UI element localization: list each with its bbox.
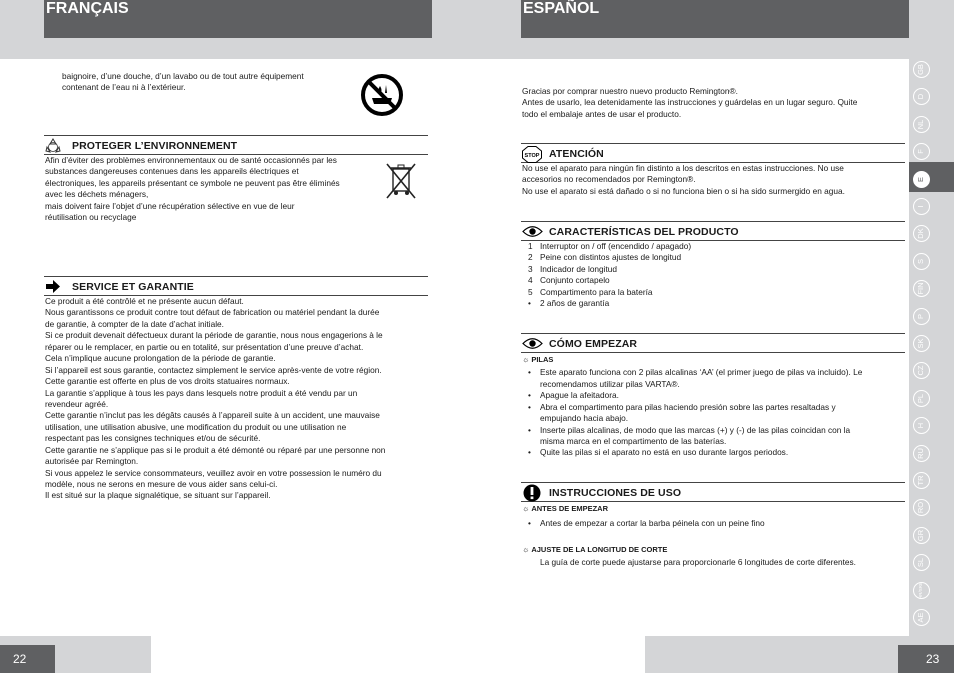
es-start-section-header	[521, 333, 905, 353]
es-start-list	[522, 367, 908, 459]
es-usage-title: INSTRUCCIONES DE USO	[549, 487, 682, 499]
list-item-text: Este aparato funciona con 2 pilas alcalinas ‘AA’ (el primer juego de pilas va incluido). Le	[540, 367, 863, 378]
fr-warranty-line: utilisation, une utilisation abusive, une modification du produit ou une utilisation ne	[45, 421, 347, 432]
language-tab-ru[interactable]: RU	[913, 445, 930, 462]
list-marker: •	[528, 298, 531, 309]
fr-intro-line: baignoire, d’une douche, d’un lavabo ou de tout autre équipement	[62, 71, 304, 81]
language-tab-sk[interactable]: SK	[913, 335, 930, 352]
language-tab-i[interactable]: I	[913, 198, 930, 215]
bullet: •	[528, 367, 531, 378]
fr-env-body	[45, 155, 379, 224]
fr-warranty-line: de garantie, à compter de la date d’achat initiale.	[45, 318, 224, 329]
recycle-icon	[45, 138, 61, 153]
page-header-french: FRANÇAIS	[44, 0, 432, 38]
list-item-text: 2 años de garantía	[540, 298, 610, 309]
fr-env-line: Afin d’éviter des problèmes environnementaux ou de santé occasionnés par les	[45, 155, 337, 165]
list-item-text: Apague la afeitadora.	[540, 390, 619, 401]
list-item	[522, 367, 908, 390]
eye-icon	[522, 336, 543, 351]
list-item-text: recomendamos utilizar pilas VARTA®.	[540, 378, 680, 389]
sun-icon: ☼	[522, 544, 530, 554]
list-item	[522, 252, 908, 263]
es-usage-body	[522, 500, 908, 569]
fr-warranty-line: Nous garantissons ce produit contre tout défaut de fabrication ou matériel pendant la durée	[45, 307, 380, 318]
language-tab-f[interactable]: F	[913, 143, 930, 160]
fr-warranty-line: réparer ou le remplacer, en partie ou en totalité, sur présentation d’une preuve d’achat.	[45, 341, 364, 352]
arrow-right-icon	[45, 279, 61, 294]
es-length-subheading	[522, 544, 908, 555]
list-item-text: Abra el compartimento para pilas haciendo presión sobre las partes resaltadas y	[540, 401, 836, 412]
no-water-icon	[360, 73, 404, 117]
fr-warranty-line: Si ce produit devenait défectueux durant la période de garantie, nous nous engagerions à le	[45, 330, 383, 341]
fr-env-line: réutilisation ou recyclage	[45, 212, 137, 223]
language-tab-cz[interactable]: CZ	[913, 362, 930, 379]
es-intro	[522, 86, 908, 120]
es-attention-title: ATENCIÓN	[549, 148, 604, 160]
list-item-text: Interruptor on / off (encendido / apagado)	[540, 241, 692, 251]
fr-warranty-line: respectant pas les consignes techniques et/ou de sécurité.	[45, 433, 261, 444]
bullet: •	[528, 401, 531, 412]
es-batteries-subheading	[522, 354, 908, 365]
language-tab-fin[interactable]: FIN	[913, 280, 930, 297]
list-marker: 2	[528, 252, 533, 263]
fr-warranty-line: Cette garantie est offerte en plus de vos droits statuaires normaux.	[45, 376, 290, 387]
fr-warranty-section-header	[44, 276, 428, 296]
es-usage-section-header	[521, 482, 905, 502]
es-usage-list	[522, 518, 908, 529]
es-features-list	[522, 241, 908, 310]
sun-icon: ☼	[522, 504, 530, 513]
es-intro-line: Antes de usarlo, lea detenidamente las instrucciones y guárdelas en un lugar seguro. Quite	[522, 97, 858, 108]
list-item	[522, 390, 908, 401]
list-item-text: empujando hacia abajo.	[540, 413, 629, 424]
es-features-section-header	[521, 221, 905, 241]
es-intro-line: Gracias por comprar nuestro nuevo producto Remington®.	[522, 86, 738, 96]
stop-icon	[522, 146, 542, 163]
fr-env-line: mais doivent faire l’objet d’une récupération sélective en vue de leur	[45, 200, 295, 211]
fr-warranty-body	[45, 296, 429, 502]
list-marker: 3	[528, 263, 533, 274]
bullet: •	[528, 424, 531, 435]
es-length-text: La guía de corte puede ajustarse para proporcionarle 6 longitudes de corte diferentes.	[540, 557, 856, 568]
es-attention-line: No use el aparato para ningún fin distinto a los descritos en estas instrucciones. No use	[522, 163, 844, 173]
fr-env-line: substances dangereuses contenues dans les appareils électriques et	[45, 166, 299, 177]
fr-warranty-line: Cette garantie ne s’applique pas si le produit a été démonté ou réparé par une personne non	[45, 444, 386, 455]
fr-intro	[62, 71, 362, 94]
es-attention-line: No use el aparato si está dañado o si no funciona bien o si ha sido surmergido en agua.	[522, 185, 845, 196]
fr-warranty-line: modèle, nous ne serons en mesure de vous aider sans celui-ci.	[45, 479, 278, 489]
es-attention-section-header	[521, 143, 905, 163]
page-header-spanish: ESPAÑOL	[521, 0, 909, 38]
fr-env-section-header	[44, 135, 428, 155]
es-intro-line: todo el embalaje antes de usar el producto.	[522, 108, 682, 119]
es-start-title: CÓMO EMPEZAR	[549, 338, 638, 350]
fr-warranty-line: Cette garantie n’inclut pas les dégâts causés à l’appareil suite à un accident, une mauvaise	[45, 410, 380, 421]
fr-warranty-line: Ce produit a été contrôlé et ne présente aucun défaut.	[45, 296, 244, 306]
fr-env-title: PROTEGER L’ENVIRONNEMENT	[72, 140, 238, 152]
page-number-right: 23	[898, 645, 954, 673]
eye-icon	[522, 224, 543, 239]
es-before-start-label: ANTES DE EMPEZAR	[531, 504, 609, 513]
language-tab-sl[interactable]: SL	[913, 554, 930, 571]
list-item-text: Indicador de longitud	[540, 263, 618, 274]
es-before-start-subheading	[522, 503, 908, 514]
fr-warranty-line: revendeur agréé.	[45, 398, 109, 409]
language-tab-d[interactable]: D	[913, 88, 930, 105]
es-start-body	[522, 351, 908, 459]
language-tab-p[interactable]: P	[913, 308, 930, 325]
language-tab-gr[interactable]: GR	[913, 527, 930, 544]
language-tab-nl[interactable]: NL	[913, 116, 930, 133]
list-item-text: Quite las pilas si el aparato no está en uso durante largos periodos.	[540, 447, 789, 458]
es-features-title: CARACTERÍSTICAS DEL PRODUCTO	[549, 226, 739, 238]
list-item	[522, 264, 908, 275]
list-item	[522, 402, 908, 425]
list-marker: 5	[528, 286, 533, 297]
list-item	[522, 287, 908, 298]
fr-warranty-line: autorisée par Remington.	[45, 456, 139, 467]
list-item: • Antes de empezar a cortar la barba péinela con un peine fino	[528, 518, 765, 529]
fr-warranty-line: Cela n’implique aucune prolongation de la période de garantie.	[45, 353, 276, 364]
list-item-text: Conjunto cortapelo	[540, 275, 610, 286]
crossed-bin-icon	[384, 161, 418, 201]
language-tab-gb[interactable]: GB	[913, 61, 930, 78]
list-item	[522, 447, 908, 458]
bullet: •	[528, 447, 531, 458]
es-attention-line: accesorios no recomendados por Remington®.	[522, 174, 696, 185]
list-item	[522, 241, 908, 252]
language-tab-hr-srb[interactable]: HR/SRB	[913, 582, 930, 599]
fr-warranty-line: Il est situé sur la plaque signalétique, se situant sur l’appareil.	[45, 490, 271, 501]
list-item	[522, 298, 908, 309]
list-item	[522, 425, 908, 448]
bullet: •	[528, 390, 531, 401]
language-tab-pl[interactable]: PL	[913, 390, 930, 407]
es-attention-body	[522, 163, 908, 197]
list-item-text: Compartimento para la batería	[540, 286, 653, 297]
fr-warranty-line: Si vous appelez le service consommateurs, veuillez avoir en votre possession le numéro du	[45, 467, 382, 478]
list-item-text: misma marca en el compartimento de las baterías.	[540, 435, 727, 446]
stop-label: STOP	[524, 153, 540, 159]
page-number-left: 22	[0, 645, 55, 673]
list-item-text: Peine con distintos ajustes de longitud	[540, 252, 682, 263]
fr-env-line: électroniques, les appareils présentant ce symbole ne peuvent pas être éliminés	[45, 177, 340, 188]
sun-icon: ☼	[522, 355, 530, 364]
list-item	[522, 275, 908, 286]
fr-intro-line: contenant de l’eau ni à l’extérieur.	[62, 82, 186, 93]
fr-env-line: avec les déchets ménagers,	[45, 189, 149, 200]
es-length-label: AJUSTE DE LA LONGITUD DE CORTE	[531, 544, 668, 554]
language-tab-s[interactable]: S	[913, 253, 930, 270]
fr-warranty-line: La garantie s’applique à tous les pays dans lesquels notre produit a été vendu par un	[45, 387, 358, 398]
list-marker: 4	[528, 275, 533, 286]
fr-warranty-title: SERVICE ET GARANTIE	[72, 281, 194, 293]
list-item-text: Inserte pilas alcalinas, de modo que las marcas (+) y (-) de las pilas coincidan con la	[540, 424, 851, 435]
list-item-text: Antes de empezar a cortar la barba péinela con un peine fino	[540, 518, 765, 529]
es-batteries-label: PILAS	[531, 355, 554, 364]
language-tab-h[interactable]: H	[913, 417, 930, 434]
list-marker: 1	[528, 241, 533, 251]
language-tab-ro[interactable]: RO	[913, 499, 930, 516]
language-tab-ae[interactable]: AE	[913, 609, 930, 626]
language-tab-tr[interactable]: TR	[913, 472, 930, 489]
language-tab-dk[interactable]: DK	[913, 225, 930, 242]
fr-warranty-line: Si l’appareil est sous garantie, contactez simplement le service après-vente de votre région.	[45, 364, 382, 375]
language-tab-e[interactable]: E	[913, 171, 930, 188]
